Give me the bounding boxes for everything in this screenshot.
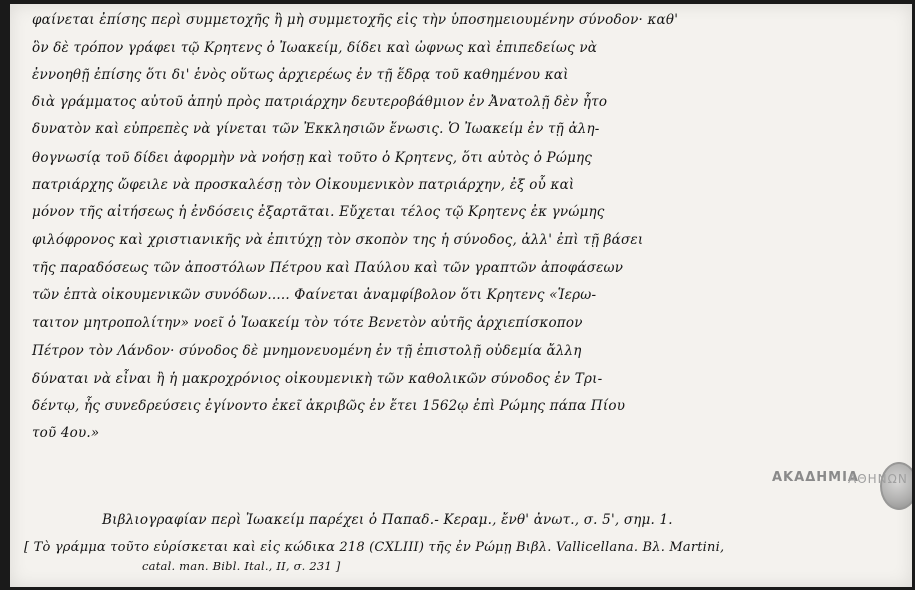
card-line-15: δέντῳ, ἧς συνεδρεύσεις ἐγίνοντο ἐκεῖ ἀκριβῶς ἐν ἔτει 1562ῳ ἐπὶ Ρώμης πάπα Πίου bbox=[32, 398, 626, 414]
stamp-academy-label: ΑΚΑΔΗΜΙΑ bbox=[772, 470, 859, 485]
card-line-2: ὃν δὲ τρόπον γράφει τῷ Κρητενς ὁ Ἰωακείμ, δίδει καὶ ὠφνως καὶ ἐπιπεδείως νὰ bbox=[32, 40, 598, 56]
card-line-4: διὰ γράμματος αὐτοῦ ἀπηὐ πρὸς πατριάρχην δευτεροβάθμιον ἐν Ἀνατολῇ δὲν ἦτο bbox=[32, 94, 608, 110]
card-line-8: μόνον τῆς αἰτήσεως ἡ ἐνδόσεις ἐξαρτᾶται. Εὔχεται τέλος τῷ Κρητενς ἐκ γνώμης bbox=[32, 204, 605, 220]
card-line-9: φιλόφρονος καὶ χριστιανικῆς νὰ ἐπιτύχῃ τὸν σκοπὸν της ἡ σύνοδος, ἀλλ' ἐπὶ τῇ βάσει bbox=[32, 232, 644, 248]
card-line-11: τῶν ἑπτὰ οἰκουμενικῶν συνόδων..... Φαίνεται ἀναμφίβολον ὅτι Κρητενς «Ἱερω- bbox=[32, 287, 597, 303]
card-line-6: θογνωσίᾳ τοῦ δίδει ἀφορμὴν νὰ νοήσῃ καὶ τοῦτο ὁ Κρητενς, ὅτι αὐτὸς ὁ Ρώμης bbox=[32, 150, 593, 166]
archive-index-card bbox=[10, 4, 912, 587]
card-line-1: φαίνεται ἐπίσης περὶ συμμετοχῆς ἢ μὴ συμμετοχῆς εἰς τὴν ὑποσημειουμένην σύνοδον· καθ' bbox=[32, 12, 679, 28]
catalogue-reference: catal. man. Bibl. Ital., II, σ. 231 ] bbox=[142, 559, 341, 573]
bibliography-note: Βιβλιογραφίαν περὶ Ἰωακείμ παρέχει ὁ Παπαδ.- Κεραμ., ἔνθ' ἀνωτ., σ. 5', σημ. 1. bbox=[102, 512, 673, 528]
card-line-5: δυνατὸν καὶ εὐπρεπὲς νὰ γίνεται τῶν Ἐκκλησιῶν ἕνωσις. Ὁ Ἰωακείμ ἐν τῇ ἀλη- bbox=[32, 121, 600, 137]
card-line-14: δύναται νὰ εἶναι ἢ ἡ μακροχρόνιος οἰκουμενικὴ τῶν καθολικῶν σύνοδος ἐν Τρι- bbox=[32, 371, 603, 387]
manuscript-reference: [ Τὸ γράμμα τοῦτο εὑρίσκεται καὶ εἰς κώδικα 218 (CXLIII) τῆς ἐν Ρώμῃ Βιβλ. Vallicellana. Βλ. Martini, bbox=[24, 540, 725, 555]
card-line-16: τοῦ 4ου.» bbox=[32, 425, 100, 441]
card-line-7: πατριάρχης ὤφειλε νὰ προσκαλέσῃ τὸν Οἰκουμενικὸν πατριάρχην, ἐξ οὗ καὶ bbox=[32, 177, 575, 193]
card-line-12: ταιτον μητροπολίτην» νοεῖ ὁ Ἰωακείμ τὸν τότε Βενετὸν αὐτῆς ἀρχιεπίσκοπον bbox=[32, 315, 583, 331]
stamp-athens-label: ΑΘΗΝΩΝ bbox=[848, 472, 908, 486]
card-line-10: τῆς παραδόσεως τῶν ἀποστόλων Πέτρου καὶ Παύλου καὶ τῶν γραπτῶν ἀποφάσεων bbox=[32, 260, 624, 276]
card-line-3: ἐννοηθῇ ἐπίσης ὅτι δι' ἑνὸς οὕτως ἀρχιερέως ἐν τῇ ἕδρᾳ τοῦ καθημένου καὶ bbox=[32, 67, 569, 83]
athena-medallion-icon bbox=[880, 462, 912, 510]
card-line-13: Πέτρον τὸν Λάνδον· σύνοδος δὲ μνημονευομένη ἐν τῇ ἐπιστολῇ οὐδεμία ἄλλη bbox=[32, 343, 582, 359]
